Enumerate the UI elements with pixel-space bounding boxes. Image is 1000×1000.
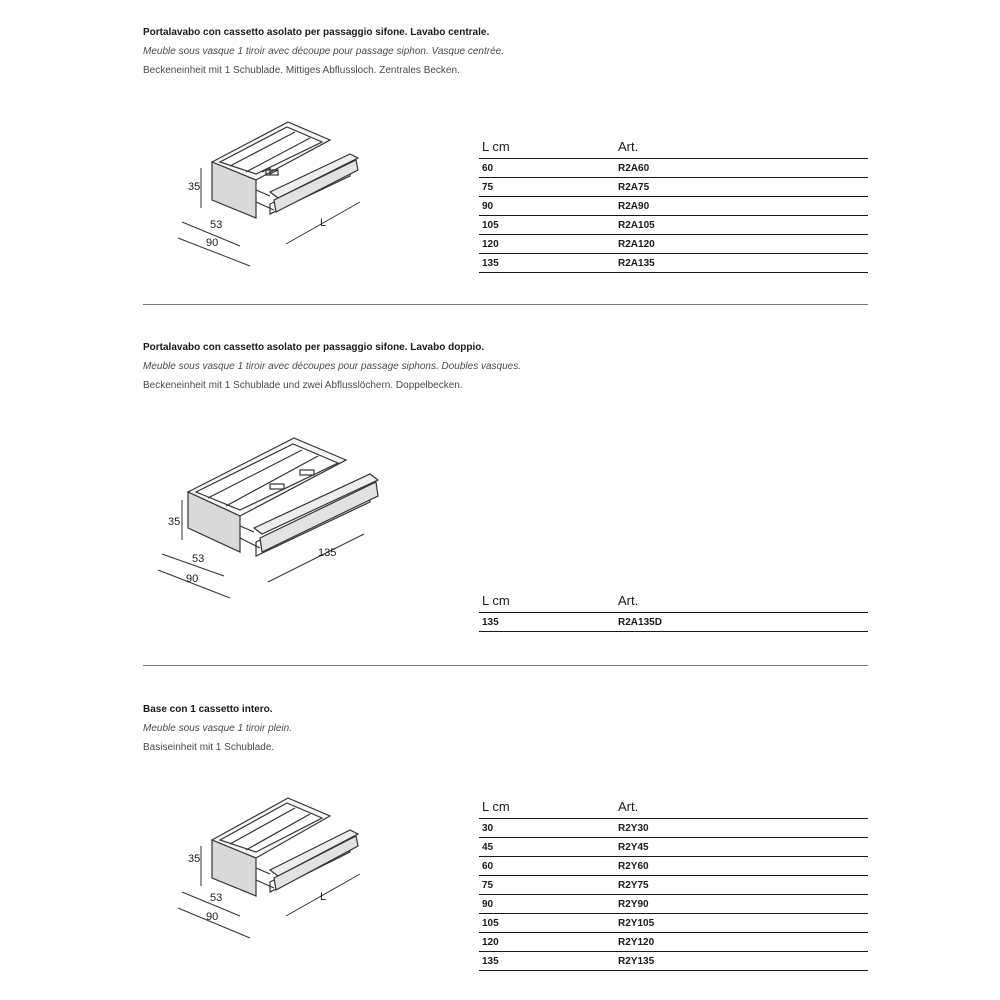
table-row [479,838,868,857]
table-row [479,914,868,933]
length-cell: 30 [482,823,494,834]
section-2-dim-height: 35 [168,516,181,528]
cabinet-outline [212,122,358,218]
section-1-title-fr: Meuble sous vasque 1 tiroir avec découpe pour passage siphon. Vasque centrée. [143,46,504,57]
table-header [479,796,868,819]
cabinet-outline [212,798,358,896]
table-row [479,933,868,952]
article-code-cell: R2Y60 [618,861,649,872]
section-3-dim-depth-open: 90 [206,911,219,923]
section-3-cabinet-drawing [170,788,380,948]
article-code-cell: R2Y30 [618,823,649,834]
section-1-dim-length: L [320,217,327,229]
section-2-dim-depth: 53 [192,553,205,565]
length-cell: 105 [482,918,499,929]
length-cell: 120 [482,239,499,250]
section-2-title-it: Portalavabo con cassetto asolato per passaggio sifone. Lavabo doppio. [143,342,485,353]
article-code-cell: R2Y135 [618,956,655,967]
table-header [479,590,868,613]
section-2-heading [143,341,763,392]
table-row [479,857,868,876]
article-code-cell: R2A90 [618,201,650,212]
article-code-cell: R2Y75 [618,880,649,891]
section-1-table [479,136,868,273]
section-3-dim-height: 35 [188,853,201,865]
section-3-title-fr: Meuble sous vasque 1 tiroir plein. [143,723,292,734]
table-row [479,819,868,838]
article-code-cell: R2Y90 [618,899,649,910]
section-2-title-de: Beckeneinheit mit 1 Schublade und zwei Abflusslöchern. Doppelbecken. [143,380,463,391]
length-cell: 105 [482,220,499,231]
length-cell: 135 [482,617,499,628]
section-divider [143,304,868,305]
col-art-header: Art. [618,799,639,814]
article-code-cell: R2Y105 [618,918,655,929]
table-row [479,159,868,178]
length-cell: 90 [482,899,494,910]
section-2-table [479,590,868,632]
table-row [479,952,868,971]
section-1-title-it: Portalavabo con cassetto asolato per passaggio sifone. Lavabo centrale. [143,27,490,38]
col-length-header: L cm [482,593,510,608]
article-code-cell: R2A135 [618,258,655,269]
article-code-cell: R2A135D [618,617,662,628]
table-row [479,895,868,914]
section-3-title-it: Base con 1 cassetto intero. [143,704,273,715]
length-cell: 60 [482,163,494,174]
section-2-cabinet-drawing [150,430,390,605]
length-cell: 60 [482,861,494,872]
section-3-title-de: Basiseinheit mit 1 Schublade. [143,742,275,753]
article-code-cell: R2A75 [618,182,650,193]
section-2-dim-length: 135 [318,547,337,559]
length-cell: 90 [482,201,494,212]
table-row [479,876,868,895]
table-row [479,197,868,216]
col-length-header: L cm [482,139,510,154]
col-art-header: Art. [618,139,639,154]
section-3-dim-length: L [320,891,327,903]
section-1-dim-depth-open: 90 [206,237,219,249]
table-row [479,178,868,197]
section-3-table [479,796,868,971]
section-2-title-fr: Meuble sous vasque 1 tiroir avec découpes pour passage siphons. Doubles vasques. [143,361,522,372]
col-art-header: Art. [618,593,639,608]
length-cell: 135 [482,956,499,967]
section-3-dim-depth: 53 [210,892,223,904]
article-code-cell: R2Y45 [618,842,649,853]
table-row [479,613,868,632]
length-cell: 135 [482,258,499,269]
article-code-cell: R2A120 [618,239,655,250]
col-length-header: L cm [482,799,510,814]
section-1-heading [143,26,763,77]
table-row [479,235,868,254]
cabinet-outline [188,438,378,556]
length-cell: 120 [482,937,499,948]
section-1-cabinet-drawing [170,110,380,270]
section-2-dim-depth-open: 90 [186,573,199,585]
table-row [479,216,868,235]
section-1-title-de: Beckeneinheit mit 1 Schublade. Mittiges Abflussloch. Zentrales Becken. [143,65,460,76]
article-code-cell: R2A105 [618,220,655,231]
article-code-cell: R2Y120 [618,937,655,948]
section-1-dim-height: 35 [188,181,201,193]
length-cell: 45 [482,842,494,853]
table-row [479,254,868,273]
length-cell: 75 [482,880,494,891]
section-3-heading [143,703,763,754]
table-header [479,136,868,159]
length-cell: 75 [482,182,494,193]
section-divider [143,665,868,666]
article-code-cell: R2A60 [618,163,650,174]
section-1-dim-depth: 53 [210,219,223,231]
